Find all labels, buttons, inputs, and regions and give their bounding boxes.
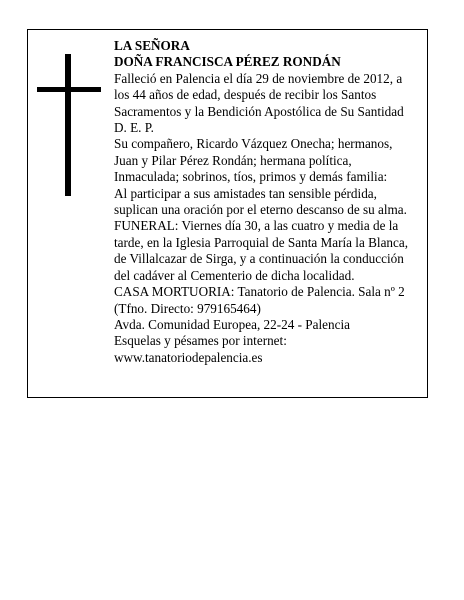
obituary-line: Esquelas y pésames por internet: [114, 333, 287, 349]
obituary-text [114, 38, 422, 366]
obituary-line: suplican una oración por el eterno descanso de su alma. [114, 202, 407, 218]
cross-horizontal-bar [37, 87, 101, 92]
obituary-line-address: Avda. Comunidad Europea, 22-24 - Palencia [114, 316, 350, 332]
obituary-line: Sacramentos y la Bendición Apostólica de Su Santidad [114, 103, 404, 119]
obituary-heading-title: LA SEÑORA [114, 38, 190, 53]
obituary-line-dep: D. E. P. [114, 120, 154, 136]
obituary-line: Falleció en Palencia el día 29 de noviembre de 2012, a [114, 70, 403, 86]
obituary-line-phone: (Tfno. Directo: 979165464) [114, 300, 261, 316]
obituary-line: del cadáver al Cementerio de dicha localidad. [114, 267, 355, 283]
obituary-line: Su compañero, Ricardo Vázquez Onecha; hermanos, [114, 136, 393, 152]
obituary-line-mortuary: CASA MORTUORIA: Tanatorio de Palencia. Sala nº 2 [114, 284, 405, 300]
obituary-line-funeral: FUNERAL: Viernes día 30, a las cuatro y media de la [114, 218, 399, 234]
obituary-line: tarde, en la Iglesia Parroquial de Santa María la Blanca, [114, 234, 409, 250]
obituary-line: Inmaculada; sobrinos, tíos, primos y demás familia: [114, 169, 388, 185]
cross-vertical-bar [65, 54, 71, 196]
obituary-line: Al participar a sus amistades tan sensible pérdida, [114, 185, 377, 201]
obituary-line: Juan y Pilar Pérez Rondán; hermana política, [114, 152, 352, 168]
obituary-line: de Villalcazar de Sirga, y a continuación la conducción [114, 251, 404, 267]
obituary-website: www.tanatoriodepalencia.es [114, 349, 263, 365]
obituary-heading-name: DOÑA FRANCISCA PÉREZ RONDÁN [114, 54, 341, 70]
obituary-line: los 44 años de edad, después de recibir los Santos [114, 87, 377, 103]
cross-icon [37, 54, 101, 196]
